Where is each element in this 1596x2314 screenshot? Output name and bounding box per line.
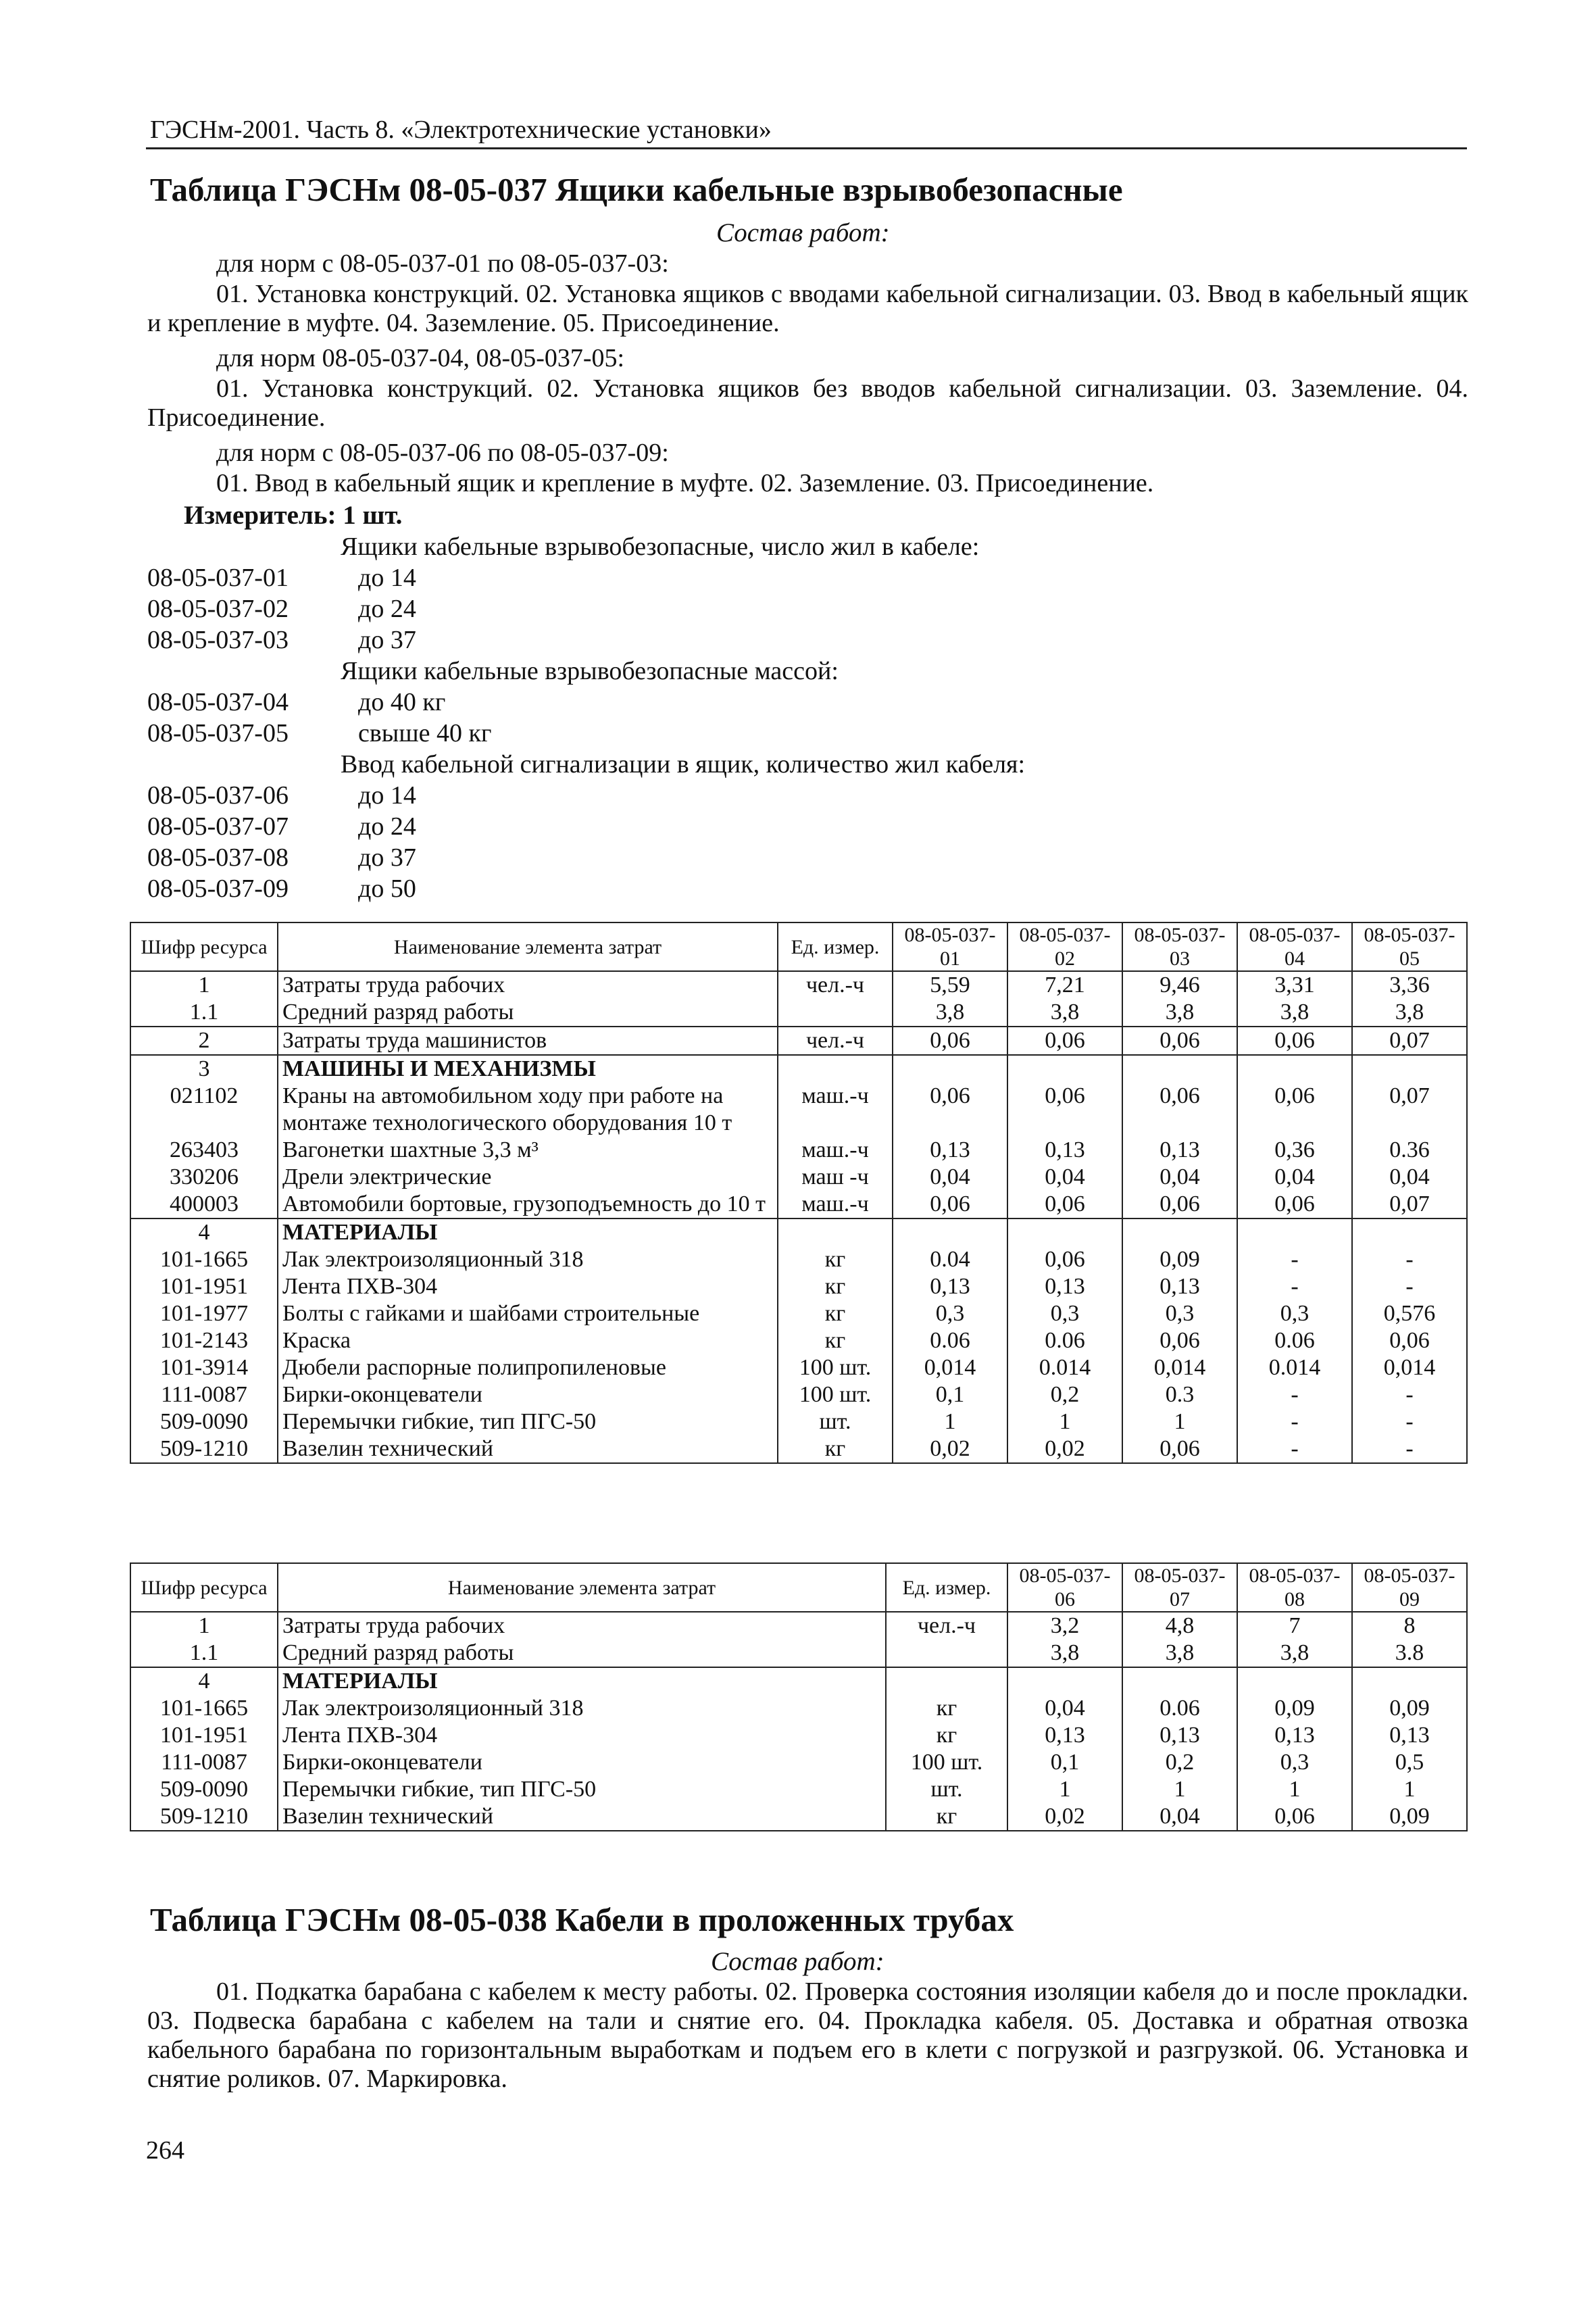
cost-element-name: Вазелин технический <box>278 1803 886 1831</box>
unit-cell <box>778 1055 893 1083</box>
resource-code: 101-1951 <box>130 1273 278 1300</box>
norm-value: 0,04 <box>1007 1695 1122 1722</box>
unit-cell: 100 шт. <box>886 1749 1007 1776</box>
resource-code: 101-3914 <box>130 1354 278 1381</box>
cost-element-name: Лак электроизоляционный 318 <box>278 1246 778 1273</box>
norm-value: 0,06 <box>1122 1083 1237 1137</box>
unit-cell: чел.-ч <box>886 1612 1007 1640</box>
norm-value: 7 <box>1237 1612 1352 1640</box>
table-row <box>130 999 1467 1027</box>
norm-value: 3,36 <box>1352 971 1467 999</box>
norm-value: 0,014 <box>893 1354 1007 1381</box>
cost-element-name: Перемычки гибкие, тип ПГС-50 <box>278 1408 778 1435</box>
norm-value: 0,06 <box>1007 1083 1122 1137</box>
norm-value: 0,1 <box>1007 1749 1122 1776</box>
norm-value: 0,13 <box>1122 1722 1237 1749</box>
norm-value: 0,13 <box>1237 1722 1352 1749</box>
norm-value: 0,04 <box>1122 1164 1237 1191</box>
norm-desc: до 24 <box>358 595 416 623</box>
norm-value: 0,06 <box>1237 1803 1352 1831</box>
norm-value: 0,06 <box>1237 1083 1352 1137</box>
norm-value: 0,04 <box>1122 1803 1237 1831</box>
norm-value: 0.06 <box>1122 1695 1237 1722</box>
norm-value: - <box>1237 1273 1352 1300</box>
resource-code: 263403 <box>130 1137 278 1164</box>
norm-value <box>893 1055 1007 1083</box>
norm-value <box>1007 1218 1122 1246</box>
norm-value: 0,02 <box>1007 1435 1122 1463</box>
unit-cell: кг <box>778 1246 893 1273</box>
table-row <box>130 971 1467 999</box>
resource-code: 2 <box>130 1027 278 1055</box>
resource-code: 021102 <box>130 1083 278 1137</box>
norm-value: 0,04 <box>893 1164 1007 1191</box>
code-group-heading: Ящики кабельные взрывобезопасные массой: <box>341 657 839 685</box>
norm-value: - <box>1352 1246 1467 1273</box>
column-header: Ед. измер. <box>778 922 893 971</box>
code-group-heading: Ввод кабельной сигнализации в ящик, количество жил кабеля: <box>341 750 1026 779</box>
norm-value: 0,06 <box>1007 1027 1122 1055</box>
cost-element-name: Затраты труда рабочих <box>278 971 778 999</box>
norm-desc: до 14 <box>358 781 416 810</box>
cost-element-name: МАТЕРИАЛЫ <box>278 1218 778 1246</box>
column-header: Шифр ресурса <box>130 1563 278 1612</box>
norm-value: 0,09 <box>1122 1246 1237 1273</box>
cost-element-name: МАШИНЫ И МЕХАНИЗМЫ <box>278 1055 778 1083</box>
norm-value: - <box>1352 1381 1467 1408</box>
table-037-title: Таблица ГЭСНм 08-05-037 Ящики кабельные взрывобезопасные <box>150 171 1123 208</box>
unit-cell: кг <box>886 1695 1007 1722</box>
resource-code: 101-1951 <box>130 1722 278 1749</box>
norm-value: 0.04 <box>893 1246 1007 1273</box>
norm-value <box>893 1218 1007 1246</box>
table-row <box>130 1435 1467 1463</box>
table-038-title: Таблица ГЭСНм 08-05-038 Кабели в проложенных трубах <box>150 1901 1014 1938</box>
running-header: ГЭСНм-2001. Часть 8. «Электротехнические установки» <box>150 116 772 144</box>
resource-code: 111-0087 <box>130 1749 278 1776</box>
norm-value: 0,06 <box>893 1027 1007 1055</box>
unit-cell: маш.-ч <box>778 1137 893 1164</box>
norms-group-1-label: для норм с 08-05-037-01 по 08-05-037-03: <box>216 249 669 278</box>
table-row <box>130 1273 1467 1300</box>
table-row <box>130 1300 1467 1327</box>
unit-cell: чел.-ч <box>778 1027 893 1055</box>
norm-value: - <box>1352 1408 1467 1435</box>
resource-code: 4 <box>130 1218 278 1246</box>
norm-code-row <box>147 873 1025 904</box>
unit-cell: маш.-ч <box>778 1191 893 1218</box>
norm-value: 0,09 <box>1352 1695 1467 1722</box>
section-row <box>130 1667 1467 1695</box>
norm-code: 08-05-037-05 <box>147 719 289 747</box>
resource-code: 509-1210 <box>130 1803 278 1831</box>
column-header: 08-05-037-03 <box>1122 922 1237 971</box>
norm-code-row <box>147 811 1025 842</box>
table-row <box>130 1776 1467 1803</box>
section-row <box>130 1055 1467 1083</box>
norm-value: - <box>1237 1408 1352 1435</box>
table-038-work-text: 01. Подкатка барабана с кабелем к месту работы. 02. Проверка состояния изоляции кабеля до и после прокладки. 03. Подвеска барабана с кабелем на тали и снятие его. 04. Прокладка кабеля. 05. Доставка и обратная отвозка кабельного барабана по горизонтальным выработкам и подъем его в клети с погрузкой и разгрузкой. 06. Установка и снятие роликов. 07. Маркировка. <box>147 1977 1468 2093</box>
table-header-row <box>130 1563 1467 1612</box>
norm-value: 0,5 <box>1352 1749 1467 1776</box>
norm-value: 1 <box>1122 1776 1237 1803</box>
table-row <box>130 1137 1467 1164</box>
norm-codes-list <box>147 531 1025 904</box>
table-row <box>130 1027 1467 1055</box>
norm-value: 0,02 <box>1007 1803 1122 1831</box>
column-header: 08-05-037-06 <box>1007 1563 1122 1612</box>
table-row <box>130 1695 1467 1722</box>
norm-value: 4,8 <box>1122 1612 1237 1640</box>
unit-cell: 100 шт. <box>778 1354 893 1381</box>
norm-code-row <box>147 718 1025 749</box>
unit-cell <box>778 999 893 1027</box>
norm-value <box>1237 1667 1352 1695</box>
norm-value: 7,21 <box>1007 971 1122 999</box>
table-row <box>130 1164 1467 1191</box>
norm-value: 0,06 <box>1122 1191 1237 1218</box>
norm-value <box>1352 1667 1467 1695</box>
table-row <box>130 1381 1467 1408</box>
norm-value: 3.8 <box>1352 1640 1467 1667</box>
norm-value: 3,8 <box>1122 1640 1237 1667</box>
norm-value: 9,46 <box>1122 971 1237 999</box>
norm-value: 0,13 <box>1007 1722 1122 1749</box>
resource-table-037-06-09 <box>130 1562 1468 1831</box>
unit-cell: шт. <box>886 1776 1007 1803</box>
norm-value: 8 <box>1352 1612 1467 1640</box>
norm-value: 0,3 <box>1007 1300 1122 1327</box>
norm-code: 08-05-037-08 <box>147 843 289 872</box>
norm-value: 0,06 <box>1007 1246 1122 1273</box>
norm-code: 08-05-037-03 <box>147 626 289 654</box>
norm-value: 3,8 <box>1237 1640 1352 1667</box>
resource-code: 330206 <box>130 1164 278 1191</box>
norm-value: 1 <box>1352 1776 1467 1803</box>
norm-desc: до 14 <box>358 564 416 592</box>
table-row <box>130 1083 1467 1137</box>
cost-element-name: Лента ПХВ-304 <box>278 1273 778 1300</box>
norm-code: 08-05-037-01 <box>147 564 289 592</box>
table-row <box>130 1803 1467 1831</box>
norms-group-3-text: 01. Ввод в кабельный ящик и крепление в муфте. 02. Заземление. 03. Присоединение. <box>216 469 1154 497</box>
norm-code-row <box>147 562 1025 593</box>
norm-value: 0,13 <box>893 1273 1007 1300</box>
table-row <box>130 1408 1467 1435</box>
norm-value: - <box>1237 1381 1352 1408</box>
norm-value: 3,8 <box>1007 999 1122 1027</box>
norm-value: 0,014 <box>1122 1354 1237 1381</box>
norm-value: 0.014 <box>1237 1354 1352 1381</box>
norm-value <box>1007 1055 1122 1083</box>
table-row <box>130 1722 1467 1749</box>
cost-element-name: Краны на автомобильном ходу при работе на монтаже технологического оборудования 10 т <box>278 1083 778 1137</box>
cost-element-name: Лак электроизоляционный 318 <box>278 1695 886 1722</box>
cost-element-name: Автомобили бортовые, грузоподъемность до 10 т <box>278 1191 778 1218</box>
column-header: 08-05-037-02 <box>1007 922 1122 971</box>
norm-value: 3,8 <box>1007 1640 1122 1667</box>
cost-element-name: Бирки-оконцеватели <box>278 1749 886 1776</box>
norm-value: 0,06 <box>1122 1327 1237 1354</box>
norm-value: 0,13 <box>1007 1273 1122 1300</box>
cost-element-name: Дрели электрические <box>278 1164 778 1191</box>
norm-value: 0.36 <box>1352 1137 1467 1164</box>
cost-element-name: Лента ПХВ-304 <box>278 1722 886 1749</box>
norm-value: 0,2 <box>1122 1749 1237 1776</box>
norm-value <box>1122 1667 1237 1695</box>
norm-value: 0.014 <box>1007 1354 1122 1381</box>
norm-value: 0,06 <box>1122 1435 1237 1463</box>
resource-code: 509-0090 <box>130 1776 278 1803</box>
table-row <box>130 1191 1467 1218</box>
work-composition-label: Состав работ: <box>716 218 890 247</box>
cost-element-name: Перемычки гибкие, тип ПГС-50 <box>278 1776 886 1803</box>
norms-group-2-text: 01. Установка конструкций. 02. Установка ящиков без вводов кабельной сигнализации. 03. Заземление. 04. Присоединение. <box>147 374 1468 432</box>
column-header: 08-05-037-07 <box>1122 1563 1237 1612</box>
norm-value: 1 <box>1122 1408 1237 1435</box>
norm-code: 08-05-037-02 <box>147 595 289 623</box>
resource-code: 101-1665 <box>130 1695 278 1722</box>
norm-value: 0.06 <box>893 1327 1007 1354</box>
column-header: Ед. измер. <box>886 1563 1007 1612</box>
resource-code: 101-2143 <box>130 1327 278 1354</box>
norm-value: - <box>1352 1273 1467 1300</box>
resource-code: 509-0090 <box>130 1408 278 1435</box>
norm-code: 08-05-037-04 <box>147 688 289 716</box>
norm-value: 1 <box>1007 1776 1122 1803</box>
cost-element-name: Дюбели распорные полипропиленовые <box>278 1354 778 1381</box>
norms-group-2-label: для норм 08-05-037-04, 08-05-037-05: <box>216 344 625 372</box>
cost-element-name: Вазелин технический <box>278 1435 778 1463</box>
table-row <box>130 1246 1467 1273</box>
norm-value <box>1122 1055 1237 1083</box>
table-row <box>130 1749 1467 1776</box>
norm-value: 0,06 <box>1007 1191 1122 1218</box>
norm-value <box>1352 1218 1467 1246</box>
norm-value: 0,04 <box>1237 1164 1352 1191</box>
norm-value: 3,8 <box>1122 999 1237 1027</box>
resource-code: 101-1665 <box>130 1246 278 1273</box>
cost-element-name: Бирки-оконцеватели <box>278 1381 778 1408</box>
table-header-row <box>130 922 1467 971</box>
norm-value: 0,13 <box>1007 1137 1122 1164</box>
norm-value <box>1122 1218 1237 1246</box>
norm-desc: до 37 <box>358 626 416 654</box>
unit-cell <box>886 1667 1007 1695</box>
norm-code-row <box>147 842 1025 873</box>
norm-value: 0,2 <box>1007 1381 1122 1408</box>
header-rule <box>146 147 1467 149</box>
norm-code-row <box>147 624 1025 656</box>
norm-value: - <box>1237 1435 1352 1463</box>
unit-cell: кг <box>778 1327 893 1354</box>
unit-cell: шт. <box>778 1408 893 1435</box>
norm-value: 0,1 <box>893 1381 1007 1408</box>
cost-element-name: Краска <box>278 1327 778 1354</box>
norm-value: - <box>1352 1435 1467 1463</box>
resource-code: 111-0087 <box>130 1381 278 1408</box>
cost-element-name: Вагонетки шахтные 3,3 м³ <box>278 1137 778 1164</box>
unit-cell: кг <box>886 1722 1007 1749</box>
norm-value: 0,13 <box>1352 1722 1467 1749</box>
norm-value: - <box>1237 1246 1352 1273</box>
norm-value: 0,06 <box>1122 1027 1237 1055</box>
norm-code: 08-05-037-09 <box>147 875 289 903</box>
norm-value: 0,09 <box>1352 1803 1467 1831</box>
norm-value: 0,06 <box>893 1083 1007 1137</box>
norm-value <box>1237 1055 1352 1083</box>
norm-value: 0,02 <box>893 1435 1007 1463</box>
column-header: 08-05-037-09 <box>1352 1563 1467 1612</box>
norm-code: 08-05-037-06 <box>147 781 289 810</box>
norm-value: 0,04 <box>1007 1164 1122 1191</box>
norm-value: 0,014 <box>1352 1354 1467 1381</box>
norm-value: 0.06 <box>1237 1327 1352 1354</box>
section-row <box>130 1218 1467 1246</box>
norm-value: 1 <box>893 1408 1007 1435</box>
unit-cell <box>886 1640 1007 1667</box>
column-header: Наименование элемента затрат <box>278 1563 886 1612</box>
resource-code: 400003 <box>130 1191 278 1218</box>
resource-code: 101-1977 <box>130 1300 278 1327</box>
norm-code-row <box>147 687 1025 718</box>
table-row <box>130 1640 1467 1667</box>
norm-value <box>1352 1055 1467 1083</box>
unit-cell: кг <box>778 1435 893 1463</box>
resource-code: 1.1 <box>130 999 278 1027</box>
norm-value: 0,13 <box>1122 1273 1237 1300</box>
norm-value: 0,06 <box>1352 1327 1467 1354</box>
table-row <box>130 1354 1467 1381</box>
norm-value: 0,06 <box>1237 1191 1352 1218</box>
column-header: 08-05-037-01 <box>893 922 1007 971</box>
norms-group-3-label: для норм с 08-05-037-06 по 08-05-037-09: <box>216 439 669 467</box>
norm-value: 0.06 <box>1007 1327 1122 1354</box>
norm-value: 0,3 <box>1122 1300 1237 1327</box>
norm-desc: до 50 <box>358 875 416 903</box>
cost-element-name: Средний разряд работы <box>278 1640 886 1667</box>
norm-desc: до 40 кг <box>358 688 446 716</box>
cost-element-name: МАТЕРИАЛЫ <box>278 1667 886 1695</box>
unit-cell <box>778 1218 893 1246</box>
resource-code: 3 <box>130 1055 278 1083</box>
unit-cell: маш -ч <box>778 1164 893 1191</box>
resource-code: 1 <box>130 971 278 999</box>
table-row <box>130 1612 1467 1640</box>
norm-value: 1 <box>1237 1776 1352 1803</box>
resource-code: 1 <box>130 1612 278 1640</box>
cost-element-name: Средний разряд работы <box>278 999 778 1027</box>
norm-value: 3,31 <box>1237 971 1352 999</box>
norm-value: 3,8 <box>1237 999 1352 1027</box>
norm-code-row <box>147 780 1025 811</box>
norm-value: 0,3 <box>893 1300 1007 1327</box>
unit-cell: кг <box>886 1803 1007 1831</box>
norm-desc: до 24 <box>358 812 416 841</box>
norm-desc: до 37 <box>358 843 416 872</box>
cost-element-name: Затраты труда машинистов <box>278 1027 778 1055</box>
norms-group-1-text: 01. Установка конструкций. 02. Установка ящиков с вводами кабельной сигнализации. 03. Ввод в кабельный ящик и крепление в муфте. 04. Заземление. 05. Присоединение. <box>147 280 1468 337</box>
norm-value: 0,06 <box>1237 1027 1352 1055</box>
measure-unit: Измеритель: 1 шт. <box>184 501 403 530</box>
unit-cell: 100 шт. <box>778 1381 893 1408</box>
table-row <box>130 1327 1467 1354</box>
code-group-heading: Ящики кабельные взрывобезопасные, число жил в кабеле: <box>341 533 980 561</box>
cost-element-name: Болты с гайками и шайбами строительные <box>278 1300 778 1327</box>
norm-value: 0,3 <box>1237 1749 1352 1776</box>
norm-value: 0,13 <box>893 1137 1007 1164</box>
norm-value: 3,8 <box>1352 999 1467 1027</box>
unit-cell: кг <box>778 1300 893 1327</box>
resource-code: 1.1 <box>130 1640 278 1667</box>
resource-code: 4 <box>130 1667 278 1695</box>
norm-value: 0,09 <box>1237 1695 1352 1722</box>
norm-value: 0.3 <box>1122 1381 1237 1408</box>
norm-value: 0,576 <box>1352 1300 1467 1327</box>
norm-code-row <box>147 593 1025 624</box>
column-header: Наименование элемента затрат <box>278 922 778 971</box>
norm-value: 0,06 <box>893 1191 1007 1218</box>
unit-cell: маш.-ч <box>778 1083 893 1137</box>
column-header: 08-05-037-05 <box>1352 922 1467 971</box>
norm-value: 0,13 <box>1122 1137 1237 1164</box>
norm-value: 3,2 <box>1007 1612 1122 1640</box>
cost-element-name: Затраты труда рабочих <box>278 1612 886 1640</box>
norm-value <box>1237 1218 1352 1246</box>
resource-table-037-01-05 <box>130 922 1468 1464</box>
column-header: 08-05-037-08 <box>1237 1563 1352 1612</box>
unit-cell: кг <box>778 1273 893 1300</box>
norm-value: 1 <box>1007 1408 1122 1435</box>
norm-value: 3,8 <box>893 999 1007 1027</box>
norm-value <box>1007 1667 1122 1695</box>
norm-value: 0,07 <box>1352 1027 1467 1055</box>
norm-value: 0,3 <box>1237 1300 1352 1327</box>
norm-value: 5,59 <box>893 971 1007 999</box>
norm-value: 0,36 <box>1237 1137 1352 1164</box>
norm-value: 0,04 <box>1352 1164 1467 1191</box>
norm-code: 08-05-037-07 <box>147 812 289 841</box>
norm-value: 0,07 <box>1352 1083 1467 1137</box>
resource-code: 509-1210 <box>130 1435 278 1463</box>
unit-cell: чел.-ч <box>778 971 893 999</box>
norm-value: 0,07 <box>1352 1191 1467 1218</box>
column-header: 08-05-037-04 <box>1237 922 1352 971</box>
column-header: Шифр ресурса <box>130 922 278 971</box>
work-composition-label-038: Состав работ: <box>711 1947 884 1976</box>
norm-desc: свыше 40 кг <box>358 719 492 747</box>
page-number: 264 <box>146 2136 184 2165</box>
